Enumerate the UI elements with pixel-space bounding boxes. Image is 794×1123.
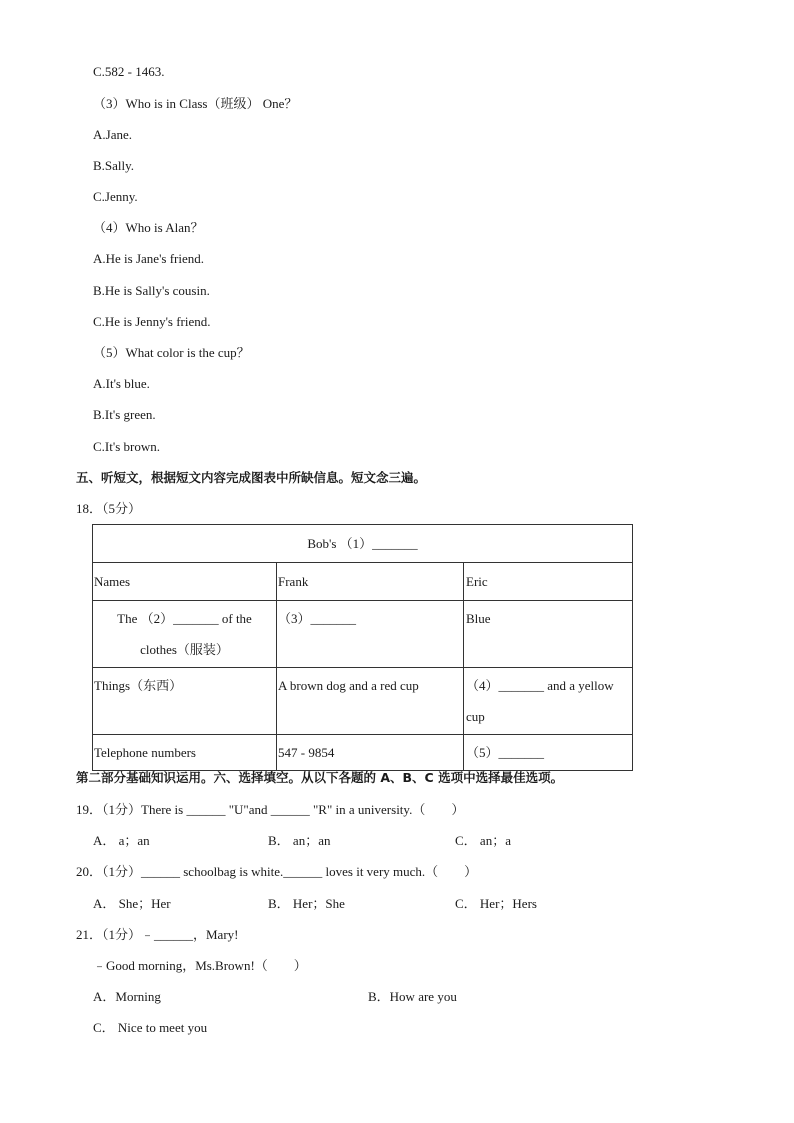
row-things-frank: A brown dog and a red cup [277,668,464,735]
q21-question: 21．（1分）﹣______，Mary! [76,927,239,942]
q17-sub3-option-b: B.Sally. [93,158,135,173]
row-phone-label: Telephone numbers [93,735,277,771]
q20-option-a: A． She；Her [93,896,171,911]
q17-sub3-option-a: A.Jane. [93,127,132,142]
row-phone-eric: （5）_______ [464,735,633,771]
row-clothes-eric: Blue [464,601,633,668]
q17-sub3-question: （3）Who is in Class（班级） One？ [93,96,298,111]
header-frank: Frank [277,563,464,601]
q17-sub5-option-c: C.It's brown. [93,439,160,454]
part2-heading: 第二部分基础知识运用。六、选择填空。从以下各题的 A、B、C 选项中选择最佳选项。 [76,770,564,785]
q17-option-c: C.582 - 1463. [93,64,165,79]
header-eric: Eric [464,563,633,601]
q20-question: 20．（1分）______ schoolbag is white.______ loves it very much.（ ） [76,864,478,879]
q17-sub4-question: （4）Who is Alan？ [93,220,204,235]
q17-sub4-option-b: B.He is Sally's cousin. [93,283,210,298]
row-things-label: Things（东西） [93,668,277,735]
q17-sub5-option-a: A.It's blue. [93,376,150,391]
table-title-cell [93,525,633,563]
row-clothes-frank: （3）_______ [277,601,464,668]
q17-sub3-option-c: C.Jenny. [93,189,138,204]
row-things-eric-line1: （4）_______ and a yellow [466,678,614,693]
q19-question: 19．（1分）There is ______ "U"and ______ "R" in a university.（ ） [76,802,465,817]
row-clothes-label-line1: The （2）_______ of the [117,611,252,626]
q21-option-b: B．How are you [368,989,457,1004]
q20-option-c: C． Her；Hers [455,896,537,911]
q17-sub5-question: （5）What color is the cup？ [93,345,250,360]
q18-label: 18．（5分） [76,501,142,516]
q19-option-a: A． a；an [93,833,150,848]
q17-sub4-option-c: C.He is Jenny's friend. [93,314,211,329]
q17-sub4-option-a: A.He is Jane's friend. [93,251,205,266]
table-title: Bob's （1）_______ [307,536,418,551]
section5-heading: 五、听短文，根据短文内容完成图表中所缺信息。短文念三遍。 [76,470,427,485]
q19-option-b: B． an；an [268,833,331,848]
q21-option-c: C． Nice to meet you [93,1020,208,1035]
row-clothes-label-line2: clothes（服装） [140,642,229,657]
row-things-eric-line2: cup [466,709,485,724]
row-phone-frank: 547 - 9854 [277,735,464,771]
header-names: Names [93,563,277,601]
q20-option-b: B． Her；She [268,896,345,911]
q17-sub5-option-b: B.It's green. [93,407,156,422]
row-things-eric [464,668,633,735]
q19-option-c: C． an；a [455,833,511,848]
q21-option-a: A．Morning [93,989,161,1004]
q21-dialogue-line: ﹣Good morning，Ms.Brown!（ ） [93,958,307,973]
info-table [92,524,633,771]
row-clothes-label [93,601,277,668]
